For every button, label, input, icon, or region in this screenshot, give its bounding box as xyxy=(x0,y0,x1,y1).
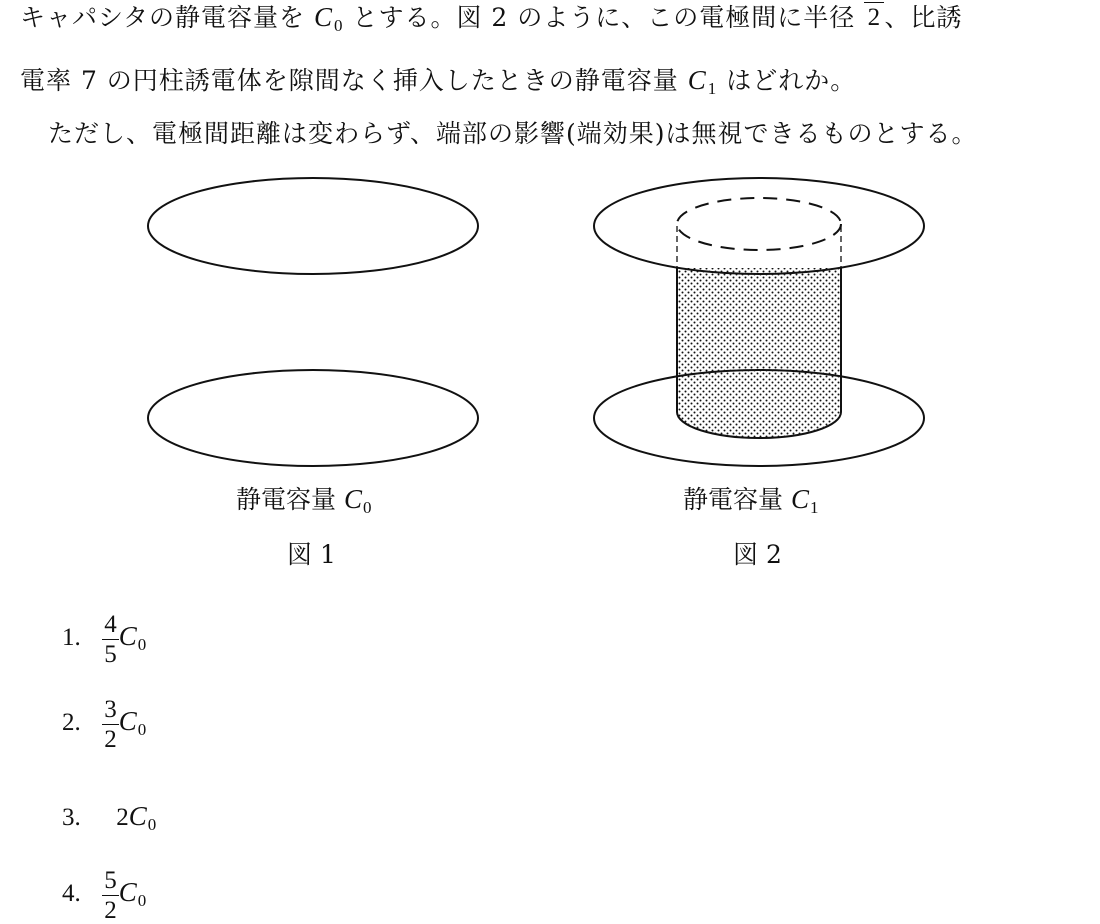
symbol-c0: $C_0$ xyxy=(313,2,344,35)
radius-fraction: 2 xyxy=(864,0,884,30)
dielectric-top-face xyxy=(677,198,841,250)
figure-2-caption: 静電容量 $C_1$ xyxy=(683,484,819,517)
figure-1-capacitor xyxy=(148,178,478,466)
dielectric-cylinder xyxy=(677,268,841,438)
question-text: はどれか。 xyxy=(726,66,857,95)
figure-2-label: 図 2 xyxy=(733,540,782,569)
figure-2-capacitor xyxy=(594,178,924,466)
symbol-c1: $C_1$ xyxy=(687,65,718,98)
fig1-top-electrode xyxy=(148,178,478,274)
question-text: キャパシタの静電容量を xyxy=(20,3,306,32)
question-text: 電率 7 の円柱誘電体を隙間なく挿入したときの静電容量 xyxy=(20,66,679,95)
fig1-bottom-electrode xyxy=(148,370,478,466)
figure-1-caption: 静電容量 $C_0$ xyxy=(236,484,372,517)
option-4[interactable]: 4. $\frac{5}{2}$ $C_0$ xyxy=(62,867,147,924)
question-line-3: ただし、電極間距離は変わらず、端部の影響(端効果)は無視できるものとする。 xyxy=(48,119,978,148)
fig2-top-electrode xyxy=(594,178,924,274)
option-3[interactable]: 3. $2C_0$ xyxy=(62,801,157,834)
option-1[interactable]: 1. $\frac{4}{5}$ $C_0$ xyxy=(62,611,147,668)
question-text: とする。図 2 のように、この電極間に半径 xyxy=(352,3,856,32)
figure-1-label: 図 1 xyxy=(287,540,336,569)
option-2[interactable]: 2. $\frac{3}{2}$ $C_0$ xyxy=(62,696,147,753)
question-text: 、比誘 xyxy=(884,3,963,32)
